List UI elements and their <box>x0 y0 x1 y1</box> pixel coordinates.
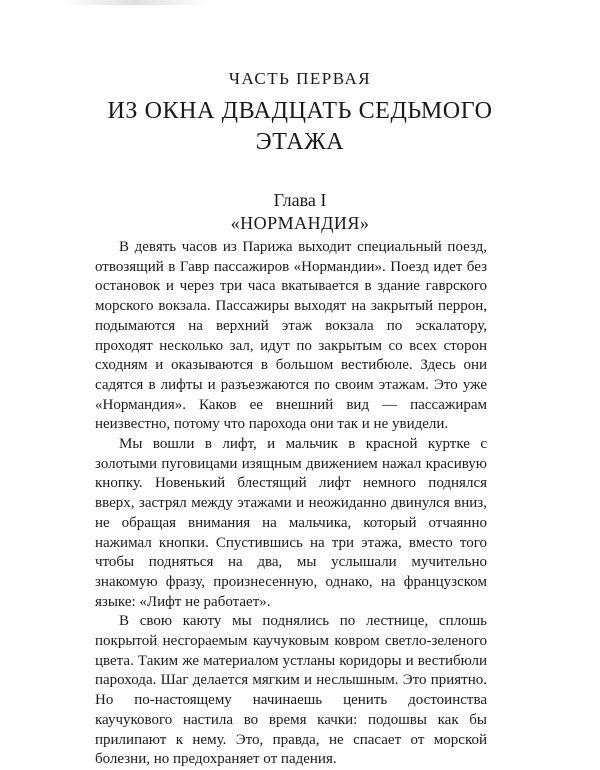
chapter-body <box>95 238 487 770</box>
part-title: ИЗ ОКНА ДВАДЦАТЬ СЕДЬМОГО ЭТАЖА <box>107 98 493 155</box>
part-label: ЧАСТЬ ПЕРВАЯ <box>228 69 372 88</box>
chapter-number: Глава I <box>273 190 327 210</box>
scan-smudge <box>60 0 210 5</box>
paragraph: В свою каюту мы поднялись по лестнице, сплошь покрытой несгораемым каучуковым ковром светло-зеленого цвета. Таким же материалом устланы коридоры и вестибюли парохода. Шаг делается мягким и неслышным. Это приятно. Но по-настоящему начинаешь ценить достоинства каучукового настила во время качки: подошвы как бы прилипают к нему. Это, правда, не спасает от морской болезни, но предохраняет от падения. <box>95 613 487 768</box>
chapter-title: «НОРМАНДИЯ» <box>230 213 370 233</box>
paragraph: В девять часов из Парижа выходит специальный поезд, отвозящий в Гавр пассажиров «Нормандии». Поезд идет без остановок и через три часа вкатывается в здание гаврского морского вокзала. Пассажиры выходят на закрытый перрон, подымаются на верхний этаж вокзала по эскалатору, проходят несколько зал, идут по закрытым со всех сторон сходням и оказываются в большом вестибюле. Здесь они садятся в лифты и разъезжаются по своим этажам. Это уже «Нормандия». Каков ее внешний вид — пассажирам неизвестно, потому что парохода они так и не увидели. <box>95 239 487 433</box>
paragraph: Мы вошли в лифт, и мальчик в красной куртке с золотыми пуговицами изящным движением нажал красивую кнопку. Новенький блестящий лифт немного поднялся вверх, застрял между этажами и неожиданно двинулся вниз, не обращая внимания на мальчика, который отчаянно нажимал кнопки. Спустившись на три этажа, вместо того чтобы подняться на два, мы услышали мучительно знакомую фразу, произнесенную, однако, на французском языке: «Лифт не работает». <box>95 436 487 610</box>
